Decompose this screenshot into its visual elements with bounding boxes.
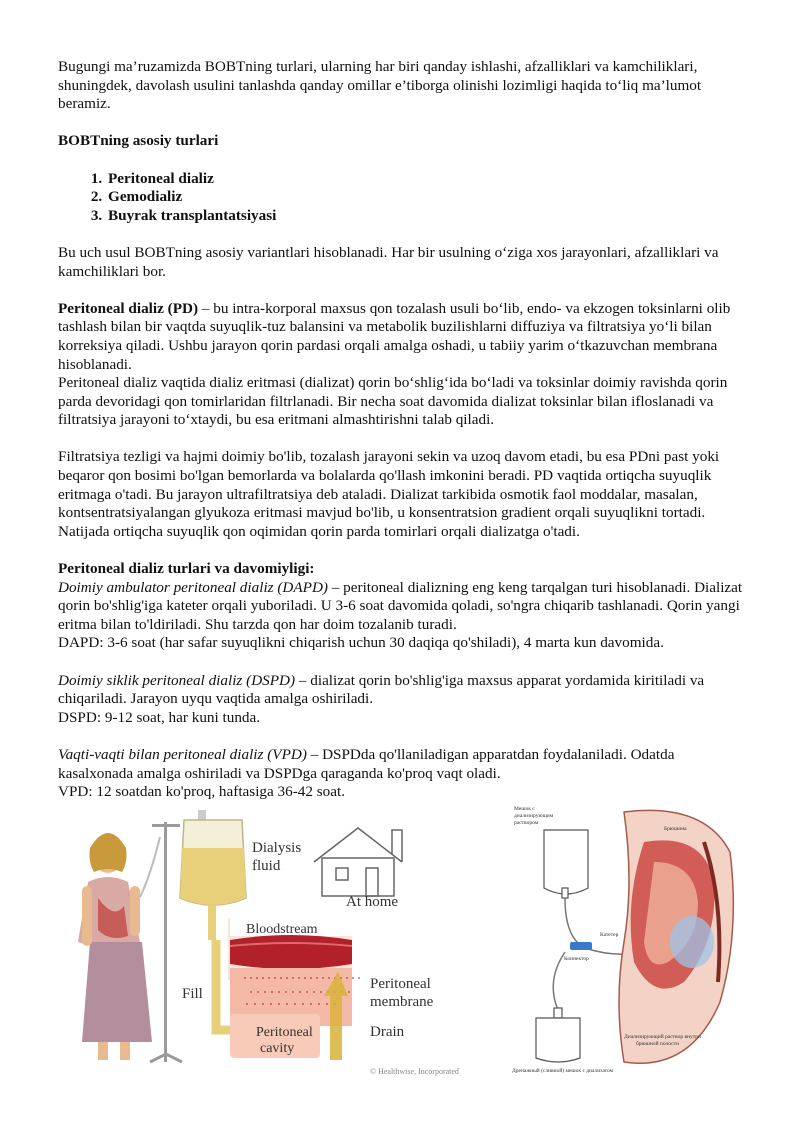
dspd-duration: DSPD: 9-12 soat, har kuni tunda. — [58, 708, 261, 726]
top-bag — [544, 830, 588, 898]
connector-label: Коннектор — [564, 956, 589, 962]
vpd-paragraph: Vaqti-vaqti bilan peritoneal dializ (VPD) – DSPDda qo'llaniladigan apparatdan foydalaniladi. Odatda kasalxonada amalga oshiriladi va DSPDga qaraganda ko'proq vaqt oladi. — [58, 745, 675, 782]
cavity-solution-label: Диализирующий раствор внутри — [624, 1034, 701, 1040]
top-bag-label-2: диализирующим — [514, 813, 554, 819]
peritoneal-cavity-label-2: cavity — [260, 1041, 295, 1056]
vpd-duration: VPD: 12 soatdan ko'proq, haftasiga 36-42 soat. — [58, 783, 346, 801]
pd-illustration — [60, 802, 460, 1078]
pd-types-heading: Peritoneal dializ turlari va davomiyligi: — [58, 560, 315, 578]
catheter-label: Катетер — [600, 932, 619, 938]
pd-term: Peritoneal dializ (PD) — [58, 299, 199, 317]
house-icon — [314, 828, 402, 896]
drain-bag-label: Дренажный (сливной) мешок с диализатом — [512, 1068, 614, 1074]
list-item: 2. Gemodializ — [106, 188, 748, 207]
image-credit: © Healthwise, Incorporated — [370, 1067, 459, 1076]
dspd-term: Doimiy siklik peritoneal dializ (DSPD) — [58, 671, 296, 689]
anatomy-illustration — [504, 802, 744, 1078]
patient-figure — [78, 833, 152, 1060]
peritoneal-membrane-label-2: membrane — [370, 994, 434, 1010]
bloodstream-label: Bloodstream — [246, 922, 318, 937]
dspd-paragraph: Doimiy siklik peritoneal dializ (DSPD) – dializat qorin bo'shlig'iga maxsus apparat yordamida kiritiladi va chiqariladi. Jarayon uyqu vaqtida amalga oshiriladi. — [58, 671, 705, 708]
dialysis-fluid-label: Dialysis — [252, 840, 302, 856]
body-text — [58, 58, 748, 802]
figures-row — [0, 800, 800, 1131]
intro-paragraph: Bugungi ma’ruzamizda BOBTning turlari, ularning har biri qanday ishlashi, afzalliklari va kamchiliklari, shuningdek, davolash usulini tanlashda qanday omillar e’tiborga olinishi lozimligi haqida to‘liq ma’lumot beramiz. — [58, 58, 702, 113]
list-item: 3. Buyrak transplantatsiyasi — [106, 207, 748, 226]
pd-paragraph-3: Filtratsiya tezligi va hajmi doimiy bo'lib, tozalash jarayoni sekin va uzoq davom etadi, bu esa PDni past yoki beqaror qon bosimi bo'lgan bemorlarda va bolalarda qo'llash imkonini beradi. PD vaqtida ortiqcha suyuqlik eritmaga o'tadi. Bu jarayon ultrafiltratsiya deb ataladi. Dializat tarkibida osmotik faol moddalar, masalan, kontsentratsiyalangan glyukoza eritmasi mavjud bo'lib, u konsentratsion gradient orqali suyuqlikni tortadi. Natijada ortiqcha suyuqlik qon oqimidan qorin parda tomirlari orqali dializatga o'tadi. — [58, 448, 720, 540]
peritoneal-membrane-label: Peritoneal — [370, 976, 431, 992]
pd-definition: Peritoneal dializ (PD) – bu intra-korporal maxsus qon tozalash usuli bo‘lib, endo- va ekzogen toksinlarni olib tashlash bilan bir vaqtda suyuqlik-tuz balansini va metabolik buzilishlarni diffuziya va filtratsiya yo‘li bilan korreksiya qiladi. Ushbu jarayon qorin pardasi orqali amalga oshadi, u tabiiy yarim o‘tkazuvchan membrana hisoblanadi. — [58, 299, 731, 373]
cavity-solution-label-2: брюшной полости — [636, 1041, 679, 1047]
pd-paragraph-2: Peritoneal dializ vaqtida dializ eritmasi (dializat) qorin bo‘shlig‘ida bo‘ladi va toksinlar doimiy ravishda qorin parda devoridagi qon tomirlaridan filtrlanadi. Bir necha soat davomida dializat toksinlar bilan ifloslanadi va filtratsiya jarayoni to‘xtaydi, bu esa eritmani almashtirishni talab qiladi. — [58, 374, 728, 429]
top-bag-label-3: раствором — [514, 820, 539, 826]
peritoneal-cavity-label: Peritoneal — [256, 1025, 313, 1040]
dialysis-fluid-label-2: fluid — [252, 858, 281, 874]
dapd-duration: DAPD: 3-6 soat (har safar suyuqlikni chiqarish uchun 30 daqiqa qo'shiladi), 4 marta kun davomida. — [58, 634, 664, 652]
types-list — [58, 170, 748, 226]
dapd-paragraph: Doimiy ambulator peritoneal dializ (DAPD) – peritoneal dializning eng keng tarqalgan turi hisoblanadi. Dializat qorin bo'shlig'iga kateter orqali yuboriladi. U 3-6 soat davomida qoladi, so'ngra chiqarib tashlanadi. Qorin yangi eritma bilan to'ldiriladi. Shu tarzda qon har doim tozalanib turadi. — [58, 578, 743, 633]
peritoneum-label: Брюшина — [664, 826, 687, 832]
drain-label: Drain — [370, 1024, 405, 1040]
dapd-term: Doimiy ambulator peritoneal dializ (DAPD) — [58, 578, 328, 596]
at-home-label: At home — [346, 894, 399, 910]
list-item: 1. Peritoneal dializ — [106, 170, 748, 189]
types-heading: BOBTning asosiy turlari — [58, 132, 219, 150]
fill-label: Fill — [182, 986, 203, 1002]
vpd-term: Vaqti-vaqti bilan peritoneal dializ (VPD) — [58, 745, 307, 763]
top-bag-label: Мешок с — [514, 806, 535, 812]
types-note: Bu uch usul BOBTning asosiy variantlari hisoblanadi. Har bir usulning o‘ziga xos jarayonlari, afzalliklari va kamchiliklari bor. — [58, 243, 719, 280]
